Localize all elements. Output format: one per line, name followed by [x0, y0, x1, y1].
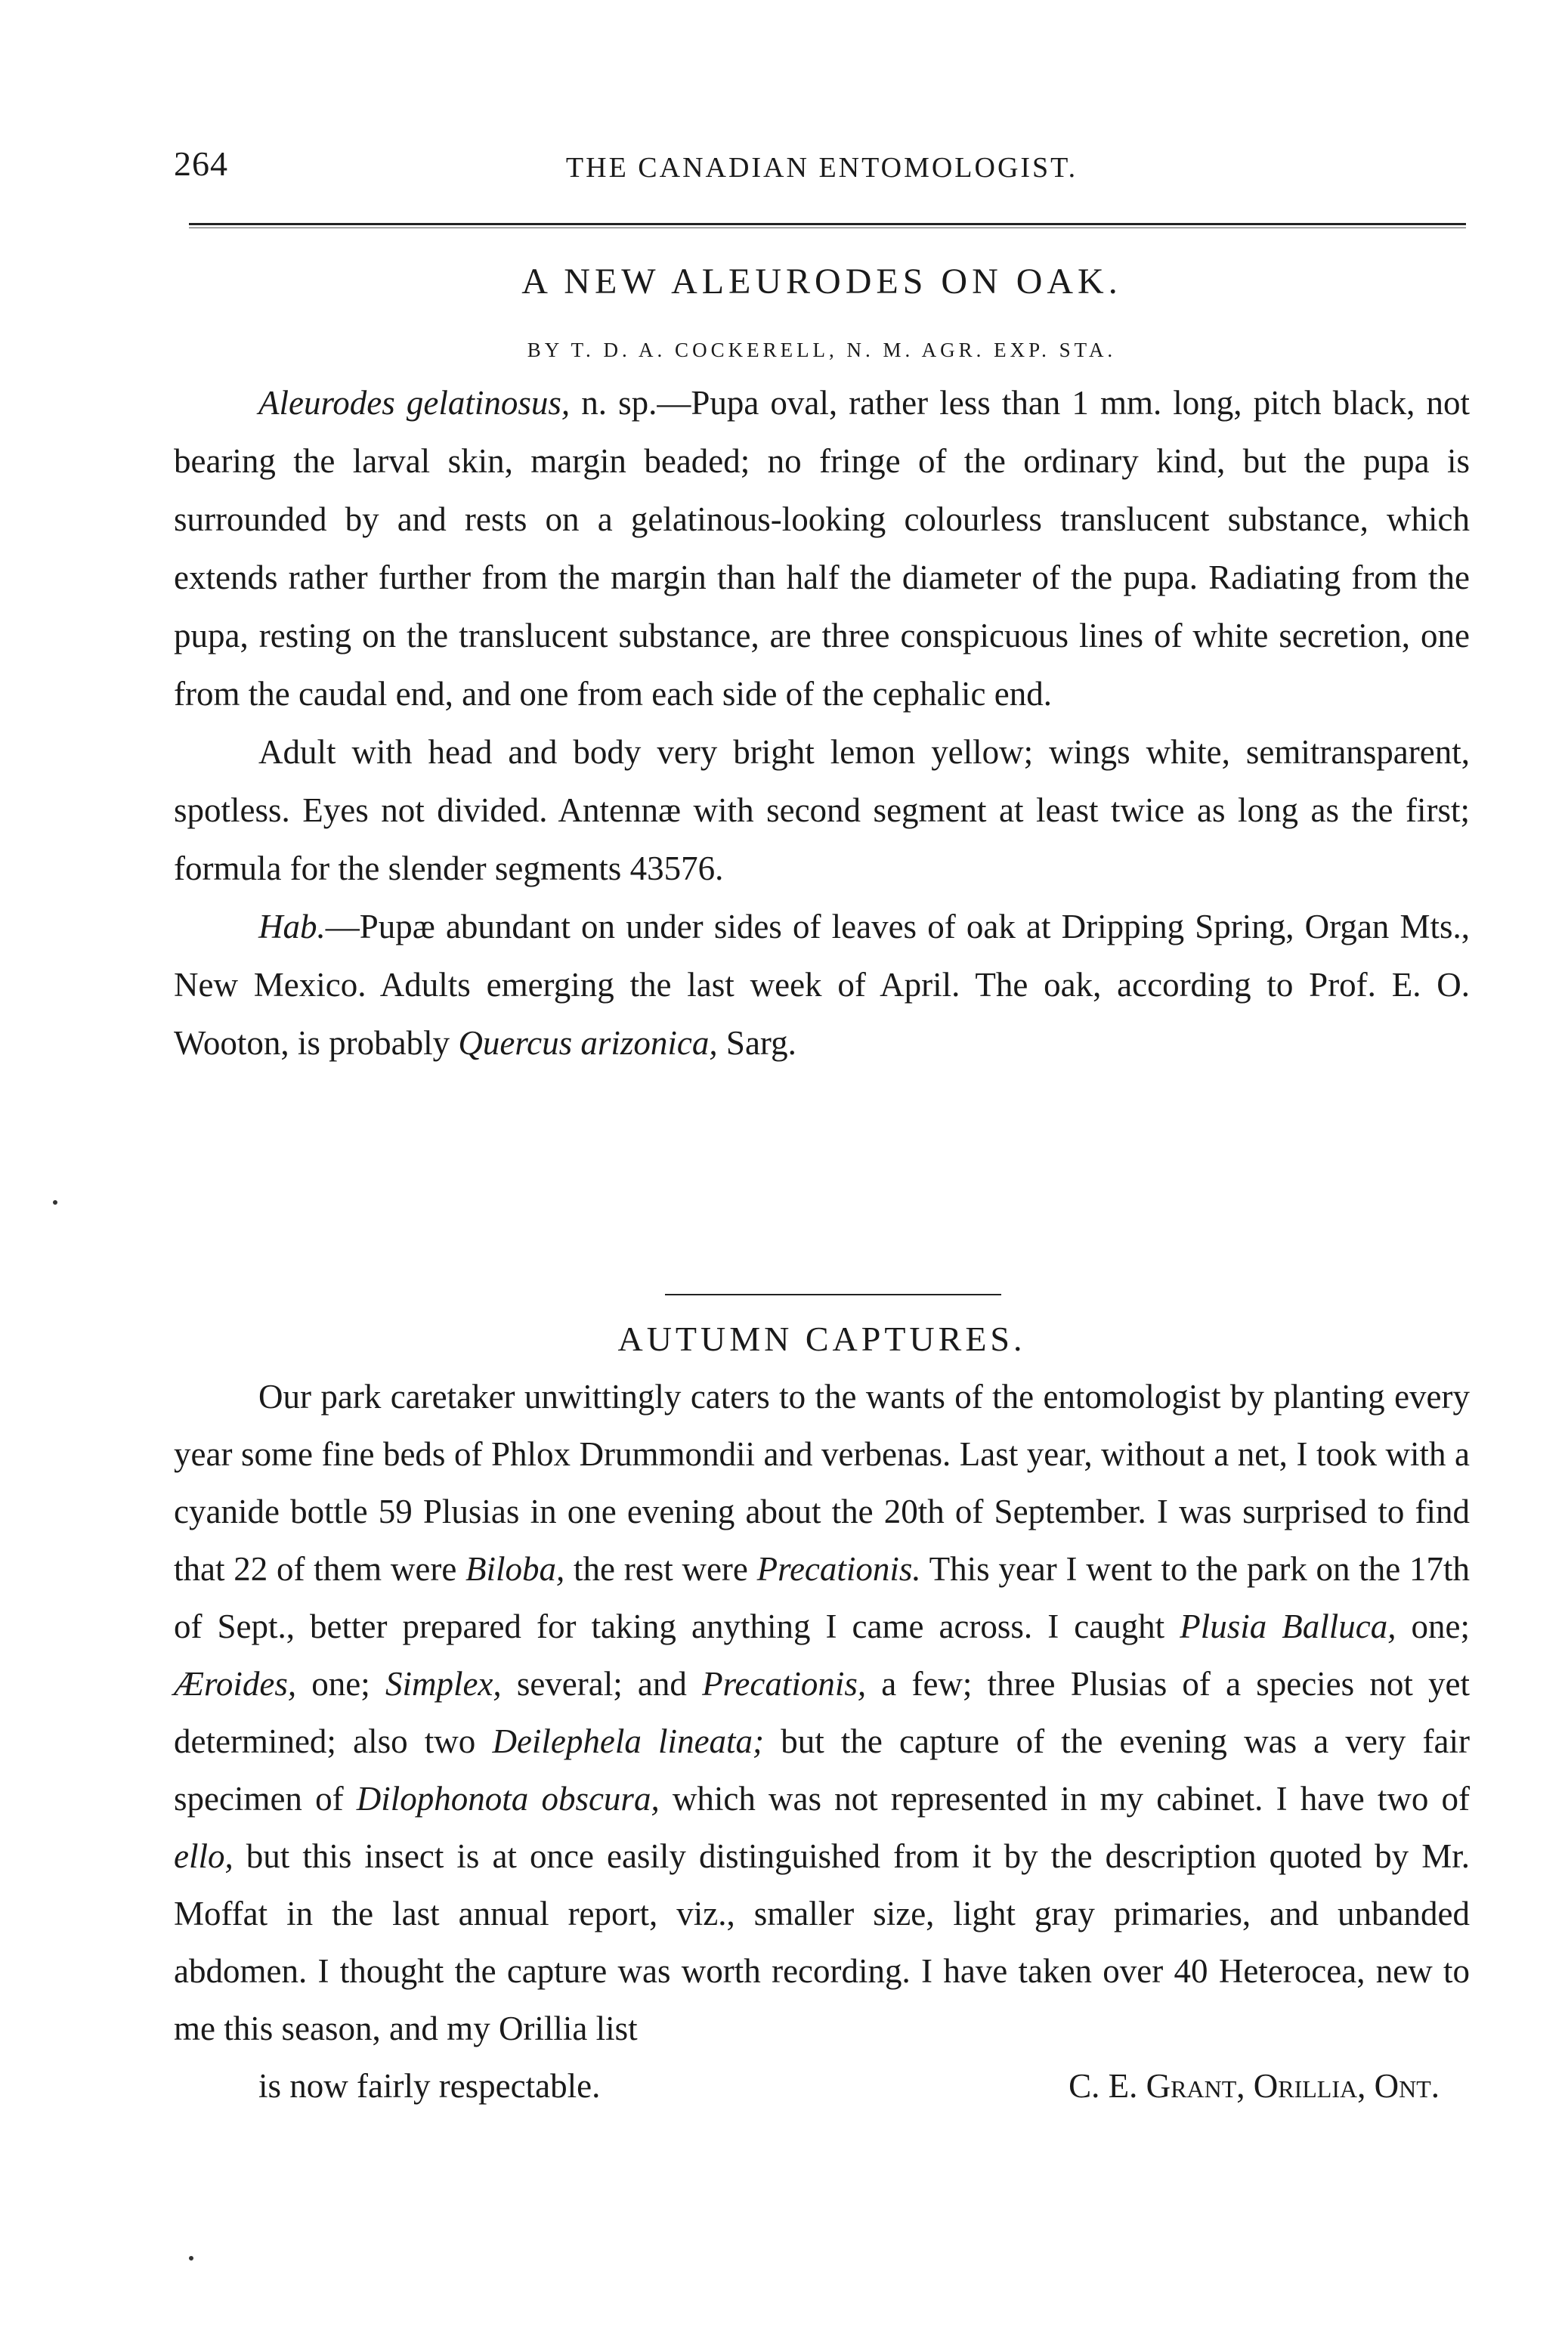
paragraph-text: one; — [296, 1665, 385, 1703]
paragraph-text: several; and — [501, 1665, 703, 1703]
species-name: Precationis. — [756, 1550, 921, 1588]
scan-speck — [189, 2256, 193, 2260]
paragraph-adult: Adult with head and body very bright lemon yellow; wings white, semitransparent, spotless. Eyes not divided. Antennæ with second segment at least twice as long as the first; formula for the slender segments 43576. — [174, 733, 1470, 887]
species-name: Precationis, — [702, 1665, 867, 1703]
species-name: Æroides, — [174, 1665, 297, 1703]
author-signature: C. E. Grant, Orillia, Ont. — [1069, 2067, 1440, 2105]
species-name: Biloba, — [465, 1550, 565, 1588]
species-name: Aleurodes gelatinosus, — [258, 384, 571, 422]
paragraph-text: This year I went to the park on the 17th of Sept., better prepared for taking anything I came across. I caught — [174, 1550, 1470, 1645]
article-body-aleurodes — [174, 374, 1470, 1072]
species-name: Deilephela lineata; — [492, 1722, 765, 1760]
paragraph-text: but the capture of the evening was a very fair specimen of — [174, 1722, 1471, 1818]
paragraph-text: Our park caretaker unwittingly caters to the wants of the entomologist by planting every year some fine beds of Phlox Drummondii and verbenas. Last year, without a net, I took with a cyanide bottle 59 Plusias in one evening about the 20th of September. I was surprised to find that 22 of them were — [174, 1378, 1470, 1588]
article-body-autumn-captures — [174, 1368, 1470, 2115]
species-name: Dilophonota obscura, — [356, 1780, 660, 1818]
hab-label: Hab. — [258, 908, 326, 945]
closing-text: is now fairly respectable. — [258, 2067, 601, 2105]
page-number: 264 — [174, 144, 228, 183]
species-name: ello, — [174, 1837, 233, 1875]
species-name: Simplex, — [385, 1665, 502, 1703]
closing-line — [174, 2057, 1470, 2115]
article-title-autumn-captures: AUTUMN CAPTURES. — [617, 1320, 1026, 1358]
paragraph-captures — [174, 1368, 1470, 2057]
section-divider — [665, 1294, 1001, 1295]
paragraph-text: a few; three Plusias of a species not yet determined; also two — [174, 1665, 1470, 1760]
paragraph-text: Sarg. — [717, 1024, 796, 1062]
header-rule — [189, 223, 1466, 228]
paragraph-text: one; — [1396, 1608, 1470, 1645]
paragraph-text: which was not represented in my cabinet. I have two of — [659, 1780, 1471, 1818]
species-name: Quercus arizonica, — [458, 1024, 718, 1062]
page-header — [174, 144, 1470, 196]
paragraph-text: n. sp.—Pupa oval, rather less than 1 mm. long, pitch black, not bearing the larval skin, margin beaded; no fringe of the ordinary kind, but the pupa is surrounded by and rests on a gelatinous-looking colourless translucent substance, which extends rather further from the margin than half the diameter of the pupa. Radiating from the pupa, resting on the translucent substance, are three conspicuous lines of white secretion, one from the caudal end, and one from each side of the cephalic end. — [174, 384, 1470, 713]
article-byline: BY T. D. A. COCKERELL, N. M. AGR. EXP. STA. — [527, 339, 1117, 361]
paragraph-habitat — [174, 898, 1470, 1072]
paragraph-text: —Pupæ abundant on under sides of leaves of oak at Dripping Spring, Organ Mts., New Mexico. Adults emerging the last week of April. The oak, according to Prof. E. O. Wooton, is probably — [174, 908, 1470, 1062]
paragraph-text: the rest were — [564, 1550, 757, 1588]
scan-speck — [53, 1200, 57, 1205]
journal-title: THE CANADIAN ENTOMOLOGIST. — [565, 152, 1078, 184]
page — [174, 0, 1470, 2327]
paragraph-description — [174, 374, 1470, 723]
paragraph-text: but this insect is at once easily distinguished from it by the description quoted by Mr. Moffat in the last annual report, viz., smaller size, light gray primaries, and unbanded abdomen. I thought the capture was worth recording. I have taken over 40 Heterocea, new to me this season, and my Orillia list — [174, 1837, 1470, 2047]
article-title-aleurodes: A NEW ALEURODES ON OAK. — [521, 261, 1122, 302]
species-name: Plusia Balluca, — [1180, 1608, 1396, 1645]
